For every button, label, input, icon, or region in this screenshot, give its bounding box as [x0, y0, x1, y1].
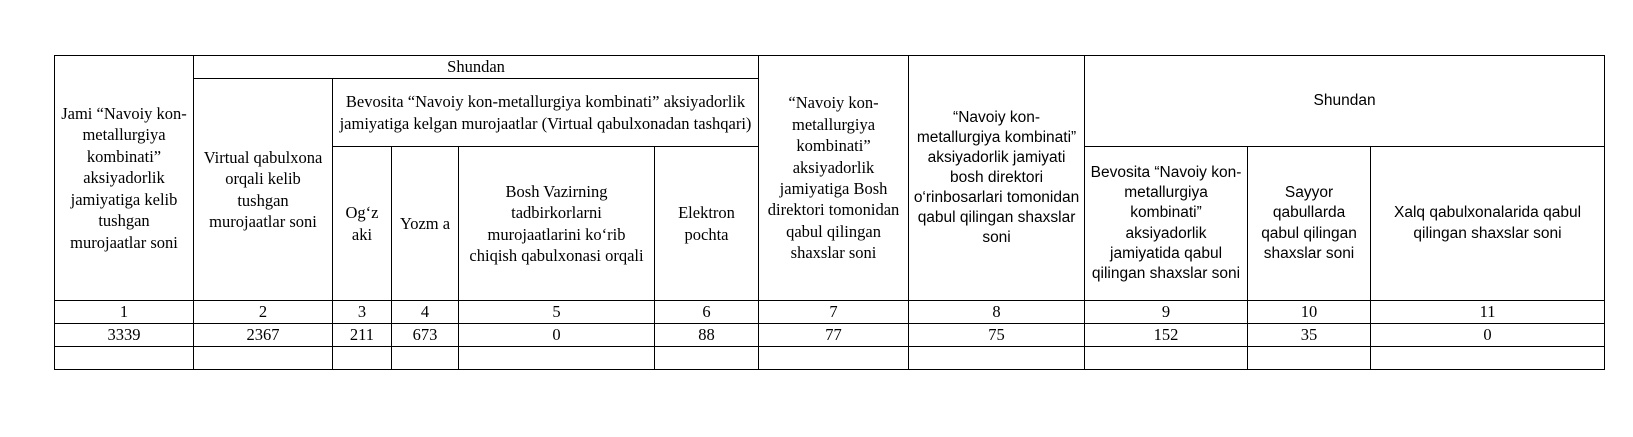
statistics-table: [54, 55, 1605, 370]
values-row: [55, 324, 1605, 347]
empty-cell: [194, 347, 333, 370]
value-cell: 75: [909, 324, 1085, 347]
empty-cell: [909, 347, 1085, 370]
header-email: Elektron pochta: [655, 147, 759, 301]
header-direct-appeals-group: Bevosita “Navoiy kon-metallurgiya kombinati” aksiyadorlik jamiyatiga kelgan murojaatlar (Virtual qabulxonadan tashqari): [333, 79, 759, 147]
column-number: 11: [1371, 301, 1605, 324]
empty-cell: [759, 347, 909, 370]
empty-cell: [333, 347, 392, 370]
header-shundan-group-a: Shundan: [194, 56, 759, 79]
header-total-appeals: Jami “Navoiy kon-metallurgiya kombinati” aksiyadorlik jamiyatiga kelib tushgan murojaatlar soni: [55, 56, 194, 301]
empty-cell: [1371, 347, 1605, 370]
column-number: 6: [655, 301, 759, 324]
header-public-receptions: Xalq qabulxonalarida qabul qilingan shaxslar soni: [1371, 147, 1605, 301]
value-cell: 152: [1085, 324, 1248, 347]
column-number: 9: [1085, 301, 1248, 324]
value-cell: 0: [1371, 324, 1605, 347]
value-cell: 0: [459, 324, 655, 347]
value-cell: 211: [333, 324, 392, 347]
column-number: 1: [55, 301, 194, 324]
column-number: 4: [392, 301, 459, 324]
column-number: 5: [459, 301, 655, 324]
value-cell: 88: [655, 324, 759, 347]
empty-cell: [1248, 347, 1371, 370]
header-prime-minister-reception: Bosh Vazirning tadbirkorlarni murojaatlarini ko‘rib chiqish qabulxonasi orqali: [459, 147, 655, 301]
column-number: 10: [1248, 301, 1371, 324]
empty-cell: [459, 347, 655, 370]
header-shundan-group-b: Shundan: [1085, 56, 1605, 147]
column-number: 3: [333, 301, 392, 324]
header-written: Yozm a: [392, 147, 459, 301]
column-number: 8: [909, 301, 1085, 324]
header-general-director-received: “Navoiy kon-metallurgiya kombinati” aksiyadorlik jamiyatiga Bosh direktori tomonidan qabul qilingan shaxslar soni: [759, 56, 909, 301]
header-deputies-received: “Navoiy kon-metallurgiya kombinati” aksiyadorlik jamiyati bosh direktori o‘rinbosarlari tomonidan qabul qilingan shaxslar soni: [909, 56, 1085, 301]
header-oral: Og‘z aki: [333, 147, 392, 301]
value-cell: 77: [759, 324, 909, 347]
column-number: 2: [194, 301, 333, 324]
empty-row: [55, 347, 1605, 370]
empty-cell: [655, 347, 759, 370]
column-number: 7: [759, 301, 909, 324]
header-directly-received: Bevosita “Navoiy kon-metallurgiya kombinati” aksiyadorlik jamiyatida qabul qilingan shaxslar soni: [1085, 147, 1248, 301]
empty-cell: [392, 347, 459, 370]
value-cell: 2367: [194, 324, 333, 347]
header-virtual-reception: Virtual qabulxona orqali kelib tushgan murojaatlar soni: [194, 79, 333, 301]
value-cell: 35: [1248, 324, 1371, 347]
empty-cell: [55, 347, 194, 370]
empty-cell: [1085, 347, 1248, 370]
value-cell: 3339: [55, 324, 194, 347]
value-cell: 673: [392, 324, 459, 347]
header-mobile-receptions: Sayyor qabullarda qabul qilingan shaxslar soni: [1248, 147, 1371, 301]
column-number-row: [55, 301, 1605, 324]
